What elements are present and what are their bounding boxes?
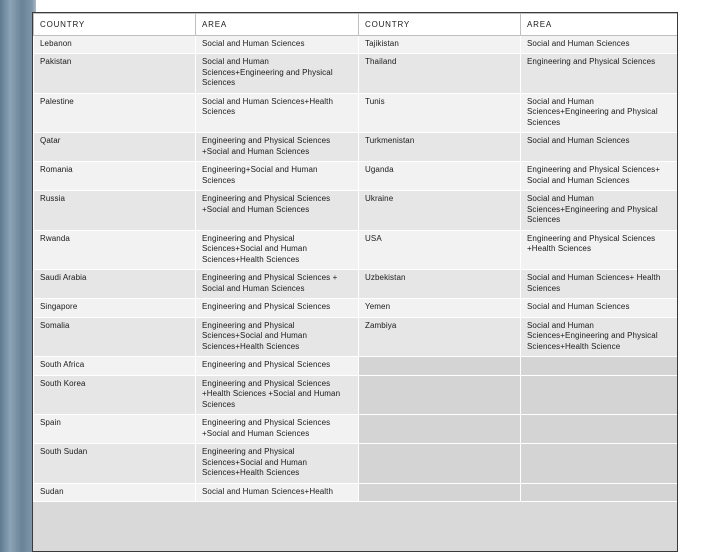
table-row	[34, 317, 679, 357]
country-cell: Spain	[34, 415, 196, 444]
country-cell: South Korea	[34, 375, 196, 415]
header-country-2: COUNTRY	[359, 14, 521, 36]
table-row	[34, 483, 679, 502]
table-row	[34, 162, 679, 191]
header-area-2: AREA	[521, 14, 679, 36]
table-row	[34, 299, 679, 318]
country-cell	[359, 483, 521, 502]
area-cell: Social and Human Sciences+Engineering and Physical Sciences	[196, 54, 359, 94]
country-cell: Russia	[34, 191, 196, 231]
area-cell: Engineering and Physical Sciences+Social and Human Sciences+Health Sciences	[196, 317, 359, 357]
country-cell: Thailand	[359, 54, 521, 94]
table-body	[34, 35, 679, 502]
country-cell: Pakistan	[34, 54, 196, 94]
area-cell: Engineering and Physical Sciences +Social and Human Sciences	[196, 415, 359, 444]
area-cell	[521, 415, 679, 444]
table-row	[34, 230, 679, 270]
area-cell: Engineering and Physical Sciences +Social and Human Sciences	[196, 191, 359, 231]
country-cell: Rwanda	[34, 230, 196, 270]
country-cell: Tajikistan	[359, 35, 521, 54]
area-cell	[521, 357, 679, 376]
table-row	[34, 133, 679, 162]
country-cell: South Africa	[34, 357, 196, 376]
country-cell: Tunis	[359, 93, 521, 133]
country-cell	[359, 357, 521, 376]
area-cell: Engineering and Physical Sciences+Social and Human Sciences+Health Sciences	[196, 444, 359, 484]
country-cell: Turkmenistan	[359, 133, 521, 162]
country-cell: USA	[359, 230, 521, 270]
area-cell: Engineering+Social and Human Sciences	[196, 162, 359, 191]
header-row	[34, 14, 679, 36]
area-cell: Engineering and Physical Sciences + Social and Human Sciences	[196, 270, 359, 299]
country-cell: Yemen	[359, 299, 521, 318]
country-cell	[359, 444, 521, 484]
area-cell: Social and Human Sciences	[521, 133, 679, 162]
country-cell: Saudi Arabia	[34, 270, 196, 299]
country-cell: Romania	[34, 162, 196, 191]
area-cell: Engineering and Physical Sciences+Social and Human Sciences+Health Sciences	[196, 230, 359, 270]
country-cell: Lebanon	[34, 35, 196, 54]
area-cell: Engineering and Physical Sciences	[196, 357, 359, 376]
area-cell: Engineering and Physical Sciences+ Social and Human Sciences	[521, 162, 679, 191]
header-area-1: AREA	[196, 14, 359, 36]
country-cell: Uganda	[359, 162, 521, 191]
table-row	[34, 93, 679, 133]
table-row	[34, 444, 679, 484]
country-cell: Somalia	[34, 317, 196, 357]
area-cell: Engineering and Physical Sciences	[196, 299, 359, 318]
area-cell: Engineering and Physical Sciences	[521, 54, 679, 94]
table-row	[34, 375, 679, 415]
table-row	[34, 35, 679, 54]
country-cell: Uzbekistan	[359, 270, 521, 299]
area-cell	[521, 483, 679, 502]
area-cell: Social and Human Sciences	[196, 35, 359, 54]
country-area-table	[33, 13, 678, 502]
country-cell: Zambiya	[359, 317, 521, 357]
table-row	[34, 54, 679, 94]
area-cell: Social and Human Sciences+Health	[196, 483, 359, 502]
area-cell: Social and Human Sciences+Health Sciences	[196, 93, 359, 133]
area-cell	[521, 375, 679, 415]
table-row	[34, 357, 679, 376]
country-cell: Qatar	[34, 133, 196, 162]
area-cell	[521, 444, 679, 484]
table-row	[34, 415, 679, 444]
area-cell: Social and Human Sciences+Engineering and Physical Sciences+Health Science	[521, 317, 679, 357]
area-cell: Social and Human Sciences+Engineering and Physical Sciences	[521, 93, 679, 133]
area-cell: Social and Human Sciences+ Health Sciences	[521, 270, 679, 299]
table-frame	[32, 12, 678, 552]
country-cell	[359, 415, 521, 444]
country-cell: Ukraine	[359, 191, 521, 231]
country-cell: Sudan	[34, 483, 196, 502]
country-cell: Palestine	[34, 93, 196, 133]
area-cell: Social and Human Sciences	[521, 35, 679, 54]
country-cell: Singapore	[34, 299, 196, 318]
country-cell: South Sudan	[34, 444, 196, 484]
area-cell: Engineering and Physical Sciences +Health Sciences +Social and Human Sciences	[196, 375, 359, 415]
table-row	[34, 191, 679, 231]
table-row	[34, 270, 679, 299]
area-cell: Social and Human Sciences+Engineering and Physical Sciences	[521, 191, 679, 231]
area-cell: Social and Human Sciences	[521, 299, 679, 318]
area-cell: Engineering and Physical Sciences +Social and Human Sciences	[196, 133, 359, 162]
country-cell	[359, 375, 521, 415]
area-cell: Engineering and Physical Sciences +Health Sciences	[521, 230, 679, 270]
header-country-1: COUNTRY	[34, 14, 196, 36]
